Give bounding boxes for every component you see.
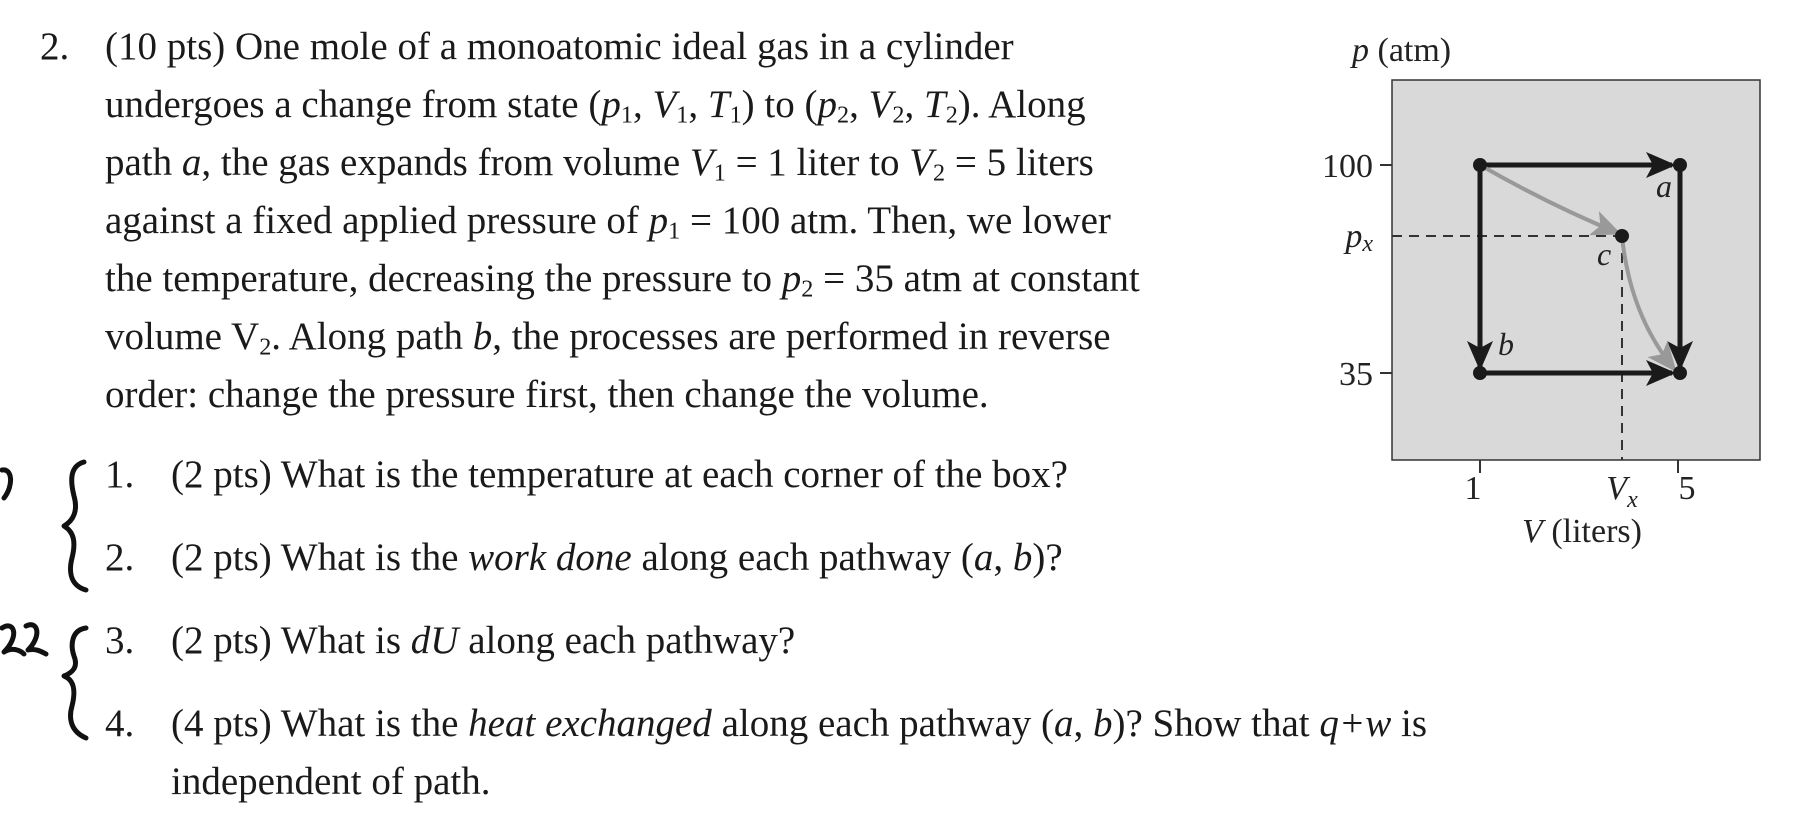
path-label-b: b: [1498, 326, 1514, 362]
statement-line-4: against a fixed applied pressure of $p_1 = 100$ atm. Then, we lower: [105, 199, 1111, 245]
problem-statement: [105, 18, 1295, 424]
state-point-p2v2: [1673, 366, 1687, 380]
x-axis-label: V (liters): [1522, 513, 1642, 550]
y-axis-label: p (atm): [1352, 32, 1452, 69]
question-3: 3. (2 pts) What is dU along each pathway?: [105, 619, 796, 662]
state-point-p2v1: [1473, 366, 1487, 380]
pv-diagram: [1300, 25, 1780, 555]
state-point-p1v2: [1673, 158, 1687, 172]
statement-line-5: the temperature, decreasing the pressure to $p_2 = 35$ atm at constant: [105, 257, 1140, 303]
statement-line-6: volume $V_2$. Along path b, the processes are performed in reverse: [105, 315, 1111, 361]
state-point-c: [1615, 229, 1629, 243]
problem-points: (10 pts): [105, 25, 226, 68]
question-4: 4. (4 pts) What is the heat exchanged along each pathway (a, b)? Show that q+w is independent of path.: [105, 702, 1427, 803]
statement-line-2: undergoes a change from state ($p_1$, $V_1$, $T_1$) to ($p_2$, $V_2$, $T_2$). Along: [105, 83, 1086, 129]
handwritten-brace-2: [64, 628, 86, 738]
plot-panel: [1392, 80, 1760, 460]
question-2: 2. (2 pts) What is the work done along each pathway (a, b)?: [105, 536, 1063, 579]
statement-line-1: (10 pts) One mole of a monoatomic ideal gas in a cylinder: [105, 25, 1014, 68]
statement-line-7: order: change the pressure first, then change the volume.: [105, 373, 989, 416]
statement-line-3: path a, the gas expands from volume $V_1 = 1$ liter to $V_2 = 5$ liters: [105, 141, 1094, 187]
y-tick-label-35: 35: [1339, 356, 1373, 393]
path-label-c: c: [1597, 236, 1612, 272]
handwritten-mark-2: [2, 626, 24, 654]
problem-number: 2.: [40, 25, 70, 68]
handwritten-mark-3: [26, 625, 46, 654]
handwritten-mark-1: [2, 470, 11, 498]
state-point-p1v1: [1473, 158, 1487, 172]
y-tick-label-100: 100: [1322, 148, 1373, 185]
question-1: 1. (2 pts) What is the temperature at each corner of the box?: [105, 453, 1068, 496]
handwritten-braces: [0, 440, 120, 760]
y-tick-label-px: px: [1345, 218, 1373, 257]
path-label-a: a: [1656, 168, 1672, 204]
x-tick-label-1: 1: [1464, 470, 1482, 507]
x-tick-label-vx: $V_x$: [1606, 470, 1638, 513]
handwritten-brace-1: [64, 462, 86, 590]
x-tick-label-5: 5: [1678, 470, 1696, 507]
